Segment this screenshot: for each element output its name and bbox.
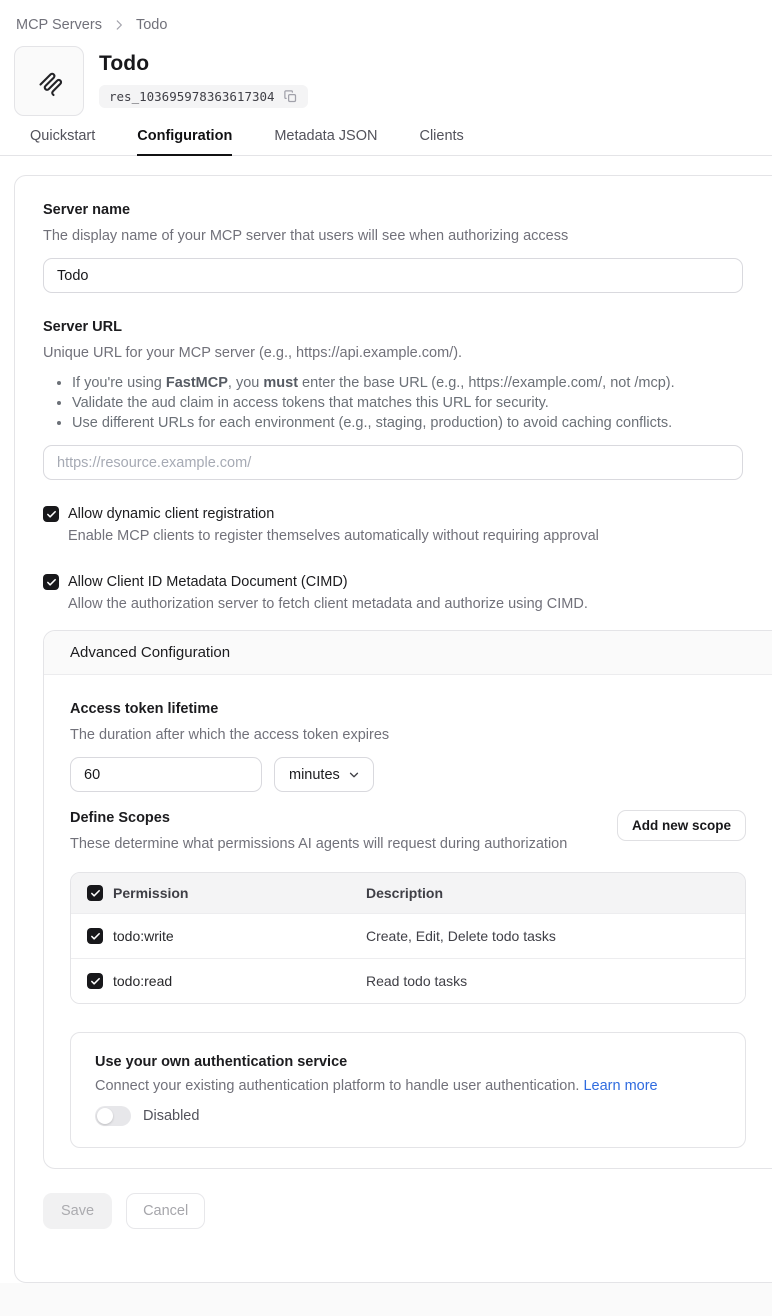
own-auth-service-description: Connect your existing authentication platform to handle user authentication. Learn more <box>95 1078 658 1094</box>
todo-read-checkbox[interactable] <box>87 973 103 989</box>
copy-icon[interactable] <box>283 89 298 104</box>
dynamic-client-registration-label: Allow dynamic client registration <box>68 506 275 522</box>
learn-more-link[interactable]: Learn more <box>583 1078 658 1094</box>
tab-quickstart[interactable]: Quickstart <box>30 128 96 144</box>
scribble-icon <box>30 62 68 100</box>
page-background <box>0 1283 772 1316</box>
cimd-checkbox[interactable] <box>43 574 59 590</box>
dynamic-client-registration-row <box>43 506 772 544</box>
server-url-description: Unique URL for your MCP server (e.g., https://api.example.com/). <box>43 345 463 361</box>
page-header <box>14 46 772 116</box>
add-new-scope-button[interactable]: Add new scope <box>617 810 746 841</box>
breadcrumb-mcp-servers[interactable]: MCP Servers <box>16 17 102 33</box>
server-name-description: The display name of your MCP server that users will see when authorizing access <box>43 228 569 244</box>
todo-read-description: Read todo tasks <box>366 973 468 989</box>
todo-read-permission: todo:read <box>113 973 173 989</box>
server-url-section <box>43 319 772 480</box>
resource-id: res_103695978363617304 <box>109 89 275 104</box>
configuration-panel <box>14 175 772 1283</box>
token-lifetime-unit-select[interactable] <box>274 757 374 792</box>
advanced-configuration-card <box>43 630 772 1169</box>
server-name-input[interactable] <box>43 258 743 293</box>
server-name-label: Server name <box>43 202 131 218</box>
scopes-table-header <box>71 873 745 913</box>
todo-write-description: Create, Edit, Delete todo tasks <box>366 928 556 944</box>
advanced-configuration-title: Advanced Configuration <box>70 644 231 661</box>
page-title: Todo <box>99 52 150 75</box>
todo-write-permission: todo:write <box>113 928 174 944</box>
chevron-right-icon <box>112 18 126 32</box>
token-lifetime-unit-value: minutes <box>289 766 340 783</box>
advanced-configuration-header <box>44 631 772 675</box>
tab-bar <box>0 128 772 156</box>
server-avatar <box>14 46 84 116</box>
own-auth-toggle-row <box>95 1106 721 1126</box>
chevron-down-icon <box>347 768 361 782</box>
select-all-scopes-checkbox[interactable] <box>87 885 103 901</box>
cimd-row <box>43 574 772 612</box>
advanced-configuration-body <box>44 675 772 1168</box>
token-lifetime-input[interactable] <box>70 757 262 792</box>
cancel-button[interactable]: Cancel <box>126 1193 205 1229</box>
define-scopes-description: These determine what permissions AI agents will request during authorization <box>70 836 568 852</box>
define-scopes-text <box>70 810 567 854</box>
table-row <box>71 913 745 958</box>
header-text <box>99 46 308 108</box>
tab-metadata-json[interactable]: Metadata JSON <box>274 128 378 144</box>
breadcrumb-current: Todo <box>135 17 168 33</box>
permission-column-header: Permission <box>113 885 189 901</box>
resource-id-badge <box>99 85 308 108</box>
token-lifetime-label: Access token lifetime <box>70 701 219 717</box>
server-name-section <box>43 202 772 293</box>
scopes-table <box>70 872 746 1004</box>
save-button[interactable]: Save <box>43 1193 112 1229</box>
own-auth-toggle-label: Disabled <box>143 1108 200 1124</box>
cimd-label: Allow Client ID Metadata Document (CIMD) <box>68 574 348 590</box>
server-url-tips <box>43 373 772 433</box>
server-url-input[interactable] <box>43 445 743 480</box>
todo-write-checkbox[interactable] <box>87 928 103 944</box>
define-scopes-header-row <box>70 810 746 854</box>
own-auth-toggle[interactable] <box>95 1106 131 1126</box>
table-row <box>71 958 745 1003</box>
define-scopes-label: Define Scopes <box>70 810 170 826</box>
dynamic-client-registration-description: Enable MCP clients to register themselves automatically without requiring approval <box>68 528 599 544</box>
form-footer <box>43 1193 772 1229</box>
breadcrumb <box>0 0 772 33</box>
server-url-label: Server URL <box>43 319 122 335</box>
server-url-tip-1: • If you're using FastMCP, you must enter the base URL (e.g., https://example.com/, not /mcp). <box>72 373 772 393</box>
tab-clients[interactable]: Clients <box>419 128 464 144</box>
tab-configuration[interactable]: Configuration <box>137 128 232 155</box>
token-lifetime-section <box>70 701 772 792</box>
own-auth-service-title: Use your own authentication service <box>95 1054 348 1070</box>
server-url-tip-3: • Use different URLs for each environment (e.g., staging, production) to avoid caching conflicts. <box>72 413 772 433</box>
server-url-tip-2: • Validate the aud claim in access tokens that matches this URL for security. <box>72 393 772 413</box>
token-lifetime-description: The duration after which the access token expires <box>70 727 390 743</box>
dynamic-client-registration-checkbox[interactable] <box>43 506 59 522</box>
cimd-description: Allow the authorization server to fetch client metadata and authorize using CIMD. <box>68 596 588 612</box>
description-column-header: Description <box>366 885 444 901</box>
own-auth-service-card <box>70 1032 746 1148</box>
